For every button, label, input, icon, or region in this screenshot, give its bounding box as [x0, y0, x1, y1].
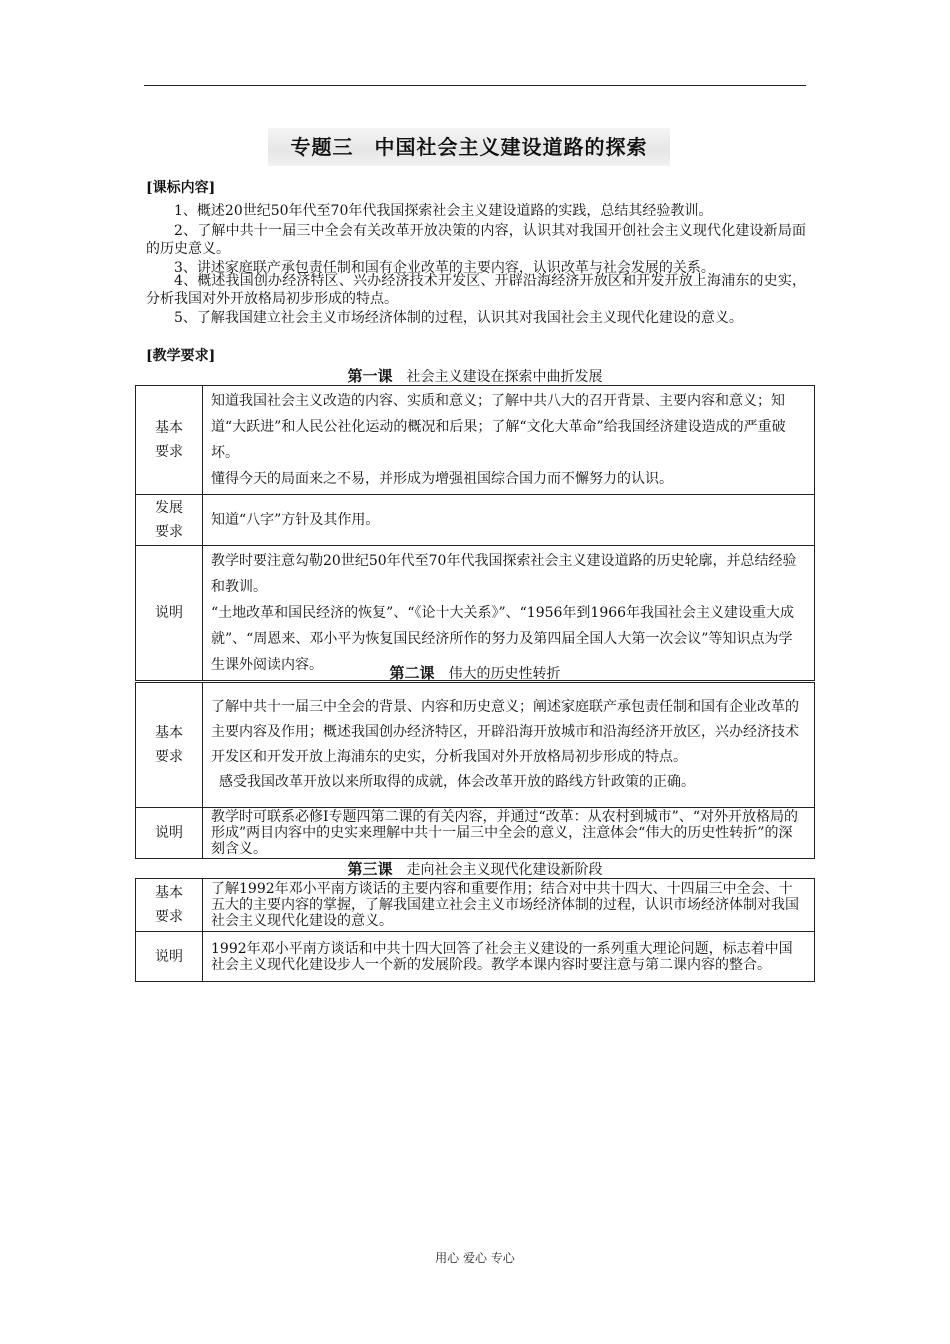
header-rule: [144, 85, 806, 86]
table-row: [136, 495, 815, 546]
lesson-1-number: 第一课: [347, 367, 393, 385]
row-label: 基本 要求: [136, 683, 203, 808]
row-content: 了解1992年邓小平南方谈话的主要内容和重要作用；结合对中共十四大、十四届三中全会、十五大的主要内容的掌握，了解我国建立社会主义市场经济体制的过程，认识市场经济体制对我国社会主义现代化建设的意义。: [203, 879, 815, 932]
row-content: 1992年邓小平南方谈话和中共十四大回答了社会主义建设的一系列重大理论问题，标志着中国社会主义现代化建设步人一个新的发展阶段。教学本课内容时要注意与第二课内容的整合。: [203, 932, 815, 982]
section-heading-curriculum: [课标内容]: [146, 180, 216, 196]
lesson-1-table: [135, 385, 815, 681]
table-row: [136, 932, 815, 982]
table-row: [136, 683, 815, 808]
row-label: 说明: [136, 546, 203, 681]
lesson-1-name: 社会主义建设在探索中曲折发展: [406, 369, 603, 385]
lesson-3-number: 第三课: [347, 860, 393, 878]
page-footer: 用心 爱心 专心: [435, 1251, 515, 1265]
row-content: 知道我国社会主义改造的内容、实质和意义；了解中共八大的召开背景、主要内容和意义；知道“大跃进”和人民公社化运动的概况和后果；了解“文化大革命”给我国经济建设造成的严重破坏。 懂得今天的局面来之不易，并形成为增强祖国综合国力而不懈努力的认识。: [203, 386, 815, 495]
row-label: 说明: [136, 808, 203, 859]
lesson-2-title: [135, 664, 815, 683]
lesson-2-name: 伟大的历史性转折: [448, 666, 561, 682]
row-content: 了解中共十一届三中全会的背景、内容和历史意义；阐述家庭联产承包责任制和国有企业改革的主要内容及作用；概述我国创办经济特区，开辟沿海开放城市和沿海经济开放区，兴办经济技术开发区和开发开放上海浦东的史实，分析我国对外开放格局初步形成的特点。 感受我国改革开放以来所取得的成就，体会改革开放的路线方针政策的正确。: [203, 683, 815, 808]
section-heading-teaching: [教学要求]: [146, 348, 216, 364]
lesson-2-table: [135, 682, 815, 859]
row-label: 说明: [136, 932, 203, 982]
row-label: 发展 要求: [136, 495, 203, 546]
table-row: [136, 808, 815, 859]
curriculum-item-4: 4、概述我国创办经济特区、兴办经济技术开发区、开辟沿海经济开放区和开发开放上海浦东的史实，分析我国对外开放格局初步形成的特点。: [146, 273, 806, 307]
lesson-1-title: [135, 367, 815, 386]
lesson-3-title: [135, 860, 815, 879]
row-content: 知道“八字”方针及其作用。: [203, 495, 815, 546]
curriculum-item-2: 2、了解中共十一届三中全会有关改革开放决策的内容，认识其对我国开创社会主义现代化建设新局面的历史意义。: [146, 223, 806, 257]
table-row: [136, 386, 815, 495]
lesson-2-number: 第二课: [389, 664, 435, 682]
lesson-3-name: 走向社会主义现代化建设新阶段: [406, 862, 603, 878]
row-label: 基本 要求: [136, 879, 203, 932]
page-title: 专题三 中国社会主义建设道路的探索: [268, 128, 670, 166]
lesson-3-table: [135, 878, 815, 982]
row-content: 教学时要注意勾勒20世纪50年代至70年代我国探索社会主义建设道路的历史轮廓，并总结经验和教训。 “土地改革和国民经济的恢复”、“《论十大关系》”、“1956年到1966年我国社会主义建设重大成就”、“周恩来、邓小平为恢复国民经济所作的努力及第四届全国人大第一次会议”等知识点为学生课外阅读内容。: [203, 546, 815, 681]
row-content: 教学时可联系必修Ⅰ专题四第二课的有关内容，并通过“改革：从农村到城市”、“对外开放格局的形成”两目内容中的史实来理解中共十一届三中全会的意义，注意体会“伟大的历史性转折”的深刻含义。: [203, 808, 815, 859]
curriculum-item-1: 1、概述20世纪50年代至70年代我国探索社会主义建设道路的实践，总结其经验教训。: [174, 203, 713, 219]
row-label: 基本 要求: [136, 386, 203, 495]
curriculum-item-5: 5、了解我国建立社会主义市场经济体制的过程，认识其对我国社会主义现代化建设的意义。: [174, 310, 743, 326]
curriculum-item-3: 3、讲述家庭联产承包责任制和国有企业改革的主要内容，认识改革与社会发展的关系。: [174, 260, 715, 276]
table-row: [136, 879, 815, 932]
table-row: [136, 546, 815, 681]
